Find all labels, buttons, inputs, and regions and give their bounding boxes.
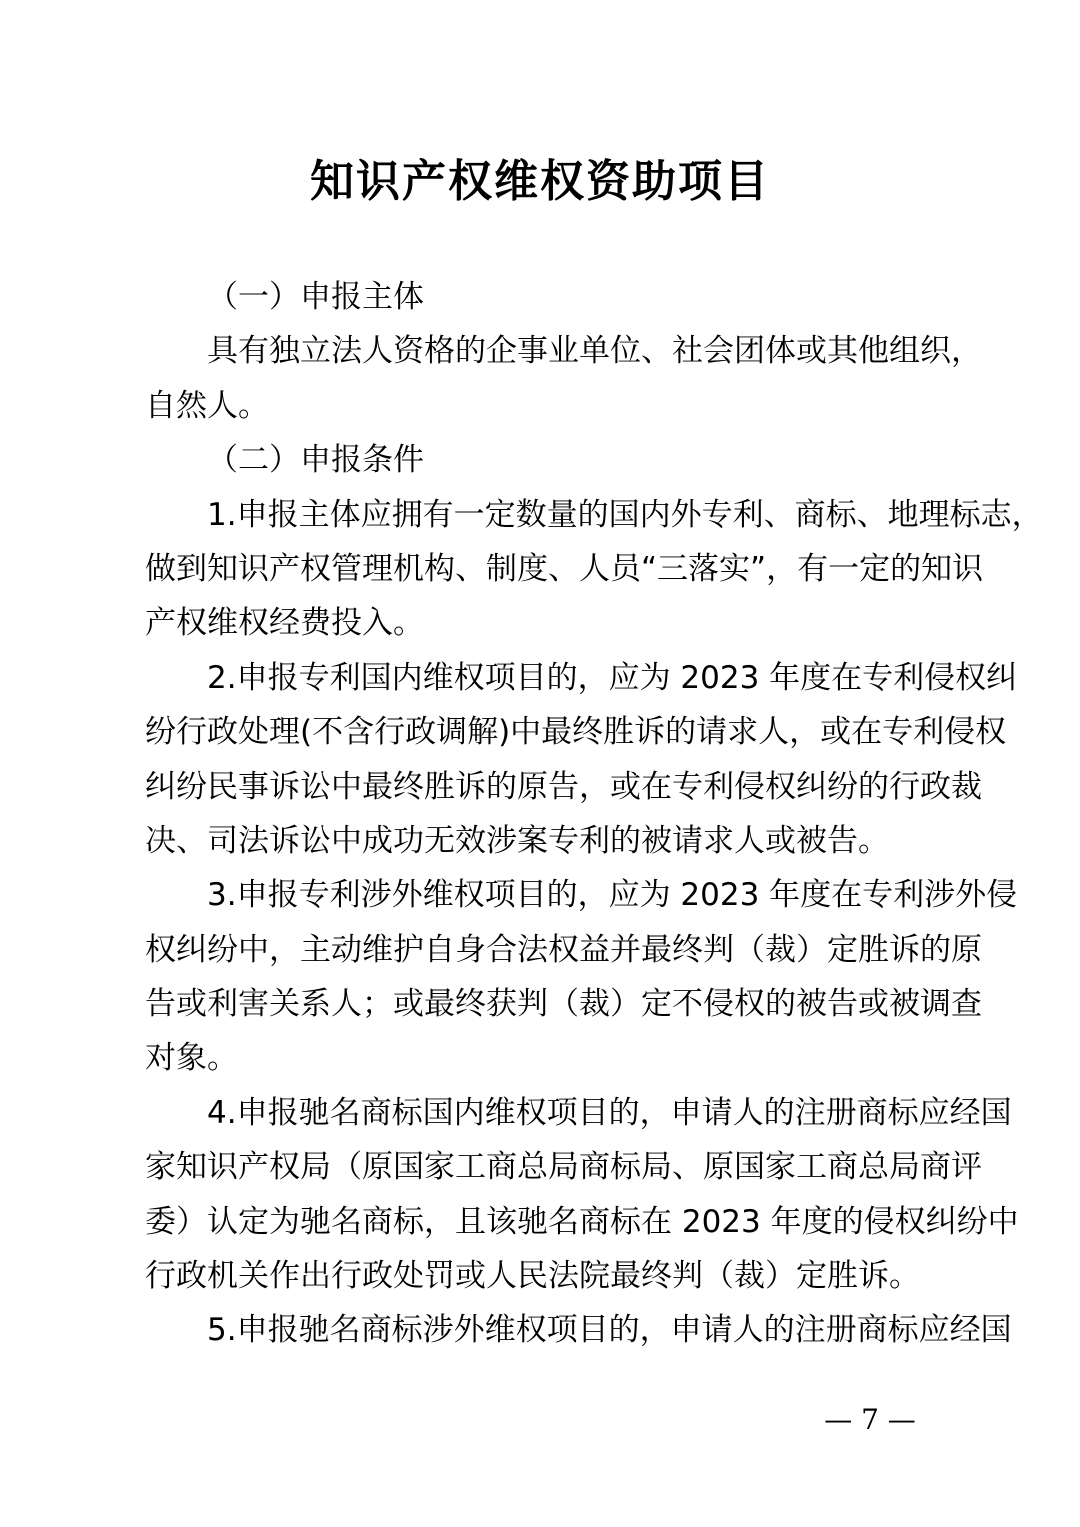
- paragraph-line: 决、司法诉讼中成功无效涉案专利的被请求人或被告。: [145, 822, 889, 859]
- paragraph-line: 2.申报专利国内维权项目的，应为 2023 年度在专利侵权纠: [207, 659, 1018, 696]
- section-heading-applicant: （一）申报主体: [207, 279, 424, 315]
- document-title: 知识产权维权资助项目: [310, 156, 770, 207]
- paragraph-line: 权纠纷中，主动维护自身合法权益并最终判（裁）定胜诉的原: [145, 931, 982, 968]
- paragraph-line: 自然人。: [145, 387, 269, 424]
- paragraph-line: 1.申报主体应拥有一定数量的国内外专利、商标、地理标志，: [207, 496, 1043, 533]
- paragraph-line: 委）认定为驰名商标，且该驰名商标在 2023 年度的侵权纠纷中: [145, 1203, 1019, 1240]
- paragraph-line: 5.申报驰名商标涉外维权项目的，申请人的注册商标应经国: [207, 1312, 1012, 1349]
- document-body: [145, 270, 1043, 1358]
- paragraph-line: 告或利害关系人；或最终获判（裁）定不侵权的被告或被调查: [145, 986, 982, 1023]
- page-number: — 7 —: [824, 1403, 916, 1436]
- paragraph-line: 产权维权经费投入。: [145, 605, 424, 642]
- paragraph-line: 做到知识产权管理机构、制度、人员“三落实”，有一定的知识: [145, 550, 984, 587]
- paragraph-line: 对象。: [145, 1040, 238, 1077]
- paragraph-line: 具有独立法人资格的企事业单位、社会团体或其他组织，: [207, 333, 982, 370]
- paragraph-line: 4.申报驰名商标国内维权项目的，申请人的注册商标应经国: [207, 1094, 1012, 1131]
- paragraph-line: 纷行政处理(不含行政调解)中最终胜诉的请求人，或在专利侵权: [145, 714, 1007, 751]
- section-heading-conditions: （二）申报条件: [207, 442, 424, 479]
- paragraph-line: 家知识产权局（原国家工商总局商标局、原国家工商总局商评: [145, 1149, 982, 1186]
- paragraph-line: 3.申报专利涉外维权项目的，应为 2023 年度在专利涉外侵: [207, 877, 1018, 914]
- paragraph-line: 纠纷民事诉讼中最终胜诉的原告，或在专利侵权纠纷的行政裁: [145, 768, 982, 805]
- paragraph-line: 行政机关作出行政处罚或人民法院最终判（裁）定胜诉。: [145, 1258, 920, 1295]
